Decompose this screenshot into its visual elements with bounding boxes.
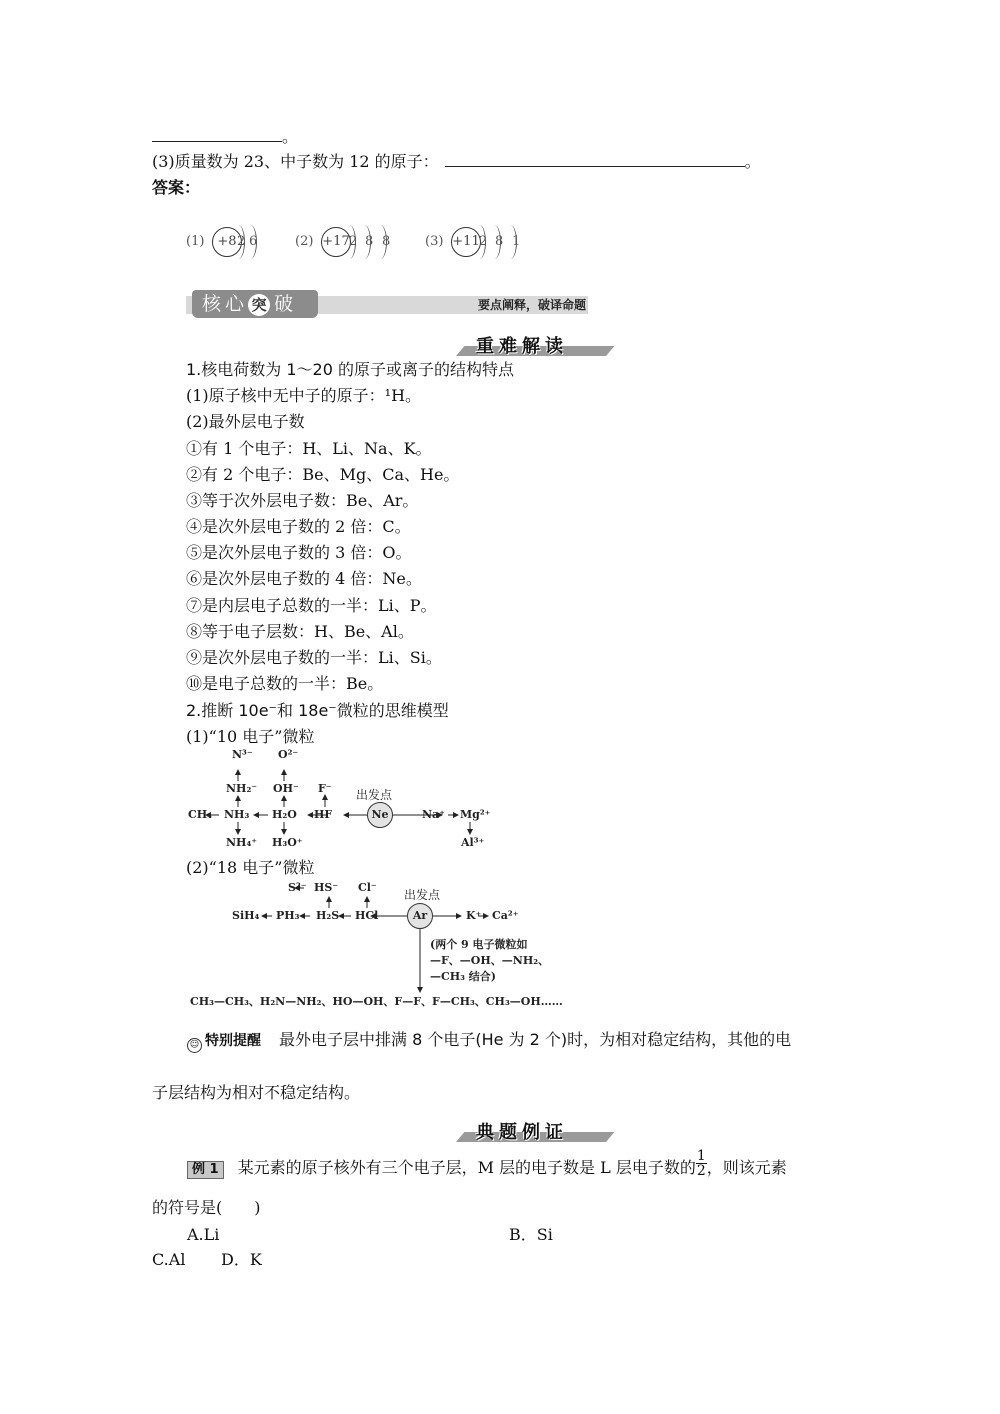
diagram-arrows <box>186 880 606 1010</box>
shell-count: 6 <box>249 234 258 249</box>
point-2: (2)最外层电子数 <box>186 412 305 431</box>
list-item: ⑨是次外层电子数的一半：Li、Si。 <box>186 648 442 667</box>
atom-diagram-3 <box>425 225 545 261</box>
molecule-label: NH₃ <box>224 808 250 821</box>
question-3 <box>152 152 761 172</box>
ion-label: OH⁻ <box>273 782 299 795</box>
molecule-label: SiH₄ <box>232 909 260 922</box>
list-item: ⑤是次外层电子数的 3 倍：O。 <box>186 543 412 562</box>
period: 。 <box>744 152 761 171</box>
ion-label: Ca²⁺ <box>492 909 519 922</box>
fraction-numerator: 1 <box>696 1148 706 1164</box>
question-text: 某元素的原子核外有三个电子层，M 层的电子数是 L 层电子数的 <box>237 1158 696 1177</box>
diagram-10-electron <box>186 750 506 850</box>
list-item: ③等于次外层电子数：Be、Ar。 <box>186 491 419 510</box>
option-a[interactable]: A.Li <box>187 1225 220 1244</box>
ion-label: Al³⁺ <box>461 836 485 849</box>
subsection-heading-text: 典题例证 <box>476 1122 568 1143</box>
molecule-label: HCl <box>355 909 379 922</box>
start-point-label: 出发点 <box>356 788 393 802</box>
diagram-18-electron <box>186 880 606 1010</box>
section1-title: 1.核电荷数为 1～20 的原子或离子的结构特点 <box>186 360 514 379</box>
start-point-label: 出发点 <box>404 888 441 902</box>
banner-title-circle: 突 <box>248 294 270 316</box>
list-item: ④是次外层电子数的 2 倍：C。 <box>186 517 411 536</box>
shell-count: 8 <box>365 234 374 249</box>
ion-label: NH₂⁻ <box>226 782 258 795</box>
nucleus: +17 <box>321 227 351 257</box>
center-atom: Ne <box>367 802 393 828</box>
note-line: —CH₃ 结合) <box>430 970 496 983</box>
tip-line-2: 子层结构为相对不稳定结构。 <box>152 1083 361 1102</box>
ion-label: O²⁻ <box>278 748 299 761</box>
atom-label: (2) <box>295 234 314 249</box>
ion-label: Na⁺ <box>422 808 445 821</box>
ion-label: H₃O⁺ <box>272 836 303 849</box>
atom-label: (3) <box>425 234 444 249</box>
molecule-label: PH₃ <box>276 909 300 922</box>
center-atom: Ar <box>407 903 433 929</box>
ion-label: HS⁻ <box>314 881 339 894</box>
tip-text: 最外电子层中排满 8 个电子(He 为 2 个)时，为相对稳定结构，其他的电 <box>279 1030 792 1049</box>
option-c[interactable]: C.Al <box>152 1250 186 1269</box>
answer-label: 答案： <box>152 178 201 197</box>
atom-diagram-1 <box>186 225 286 261</box>
tip-label: 特别提醒 <box>205 1033 261 1049</box>
example-question <box>187 1148 787 1179</box>
shell-count: 2 <box>479 234 488 249</box>
answer-blank[interactable] <box>152 127 282 142</box>
diagram-arrows <box>186 750 506 850</box>
molecule-label: CH₄ <box>188 808 212 821</box>
fraction-denominator: 2 <box>696 1163 706 1179</box>
list-item: ②有 2 个电子：Be、Mg、Ca、He。 <box>186 465 460 484</box>
example-badge: 例 1 <box>187 1161 224 1179</box>
blank-line-prev <box>152 127 298 147</box>
atom-label: (1) <box>186 234 205 249</box>
shell-count: 8 <box>495 234 504 249</box>
bottom-examples: CH₃—CH₃、H₂N—NH₂、HO—OH、F—F、F—CH₃、CH₃—OH…… <box>190 995 563 1008</box>
ion-label: Mg²⁺ <box>460 808 491 821</box>
nucleus: +11 <box>451 227 481 257</box>
banner-subtitle: 要点阐释，破译命题 <box>477 298 586 312</box>
question-3-label: (3)质量数为 23、中子数为 12 的原子： <box>152 152 439 171</box>
ion-label: NH₄⁺ <box>226 836 258 849</box>
subsection-heading-key-points <box>448 332 598 356</box>
section-banner-title <box>192 290 318 318</box>
note-line: —F、—OH、—NH₂、 <box>430 954 550 967</box>
option-b[interactable]: B．Si <box>509 1225 553 1244</box>
list-item: ⑦是内层电子总数的一半：Li、P。 <box>186 596 437 615</box>
list-item: ⑩是电子总数的一半：Be。 <box>186 674 384 693</box>
period: 。 <box>282 127 299 146</box>
point-1: (1)原子核中无中子的原子：¹H。 <box>186 386 422 405</box>
subsection-heading-text: 重难解读 <box>476 336 568 357</box>
sub-18-electron: (2)“18 电子”微粒 <box>186 858 315 877</box>
list-item: ⑥是次外层电子数的 4 倍：Ne。 <box>186 569 422 588</box>
shell-count: 2 <box>237 234 246 249</box>
shell-count: 8 <box>382 234 391 249</box>
ion-label: N³⁻ <box>232 748 253 761</box>
section1-title-2: 2.推断 10e⁻和 18e⁻微粒的思维模型 <box>186 701 449 720</box>
answer-blank-3[interactable] <box>445 152 745 167</box>
list-item: ⑧等于电子层数：H、Be、Al。 <box>186 622 414 641</box>
banner-title-suffix: 破 <box>274 293 298 315</box>
sub-10-electron: (1)“10 电子”微粒 <box>186 727 315 746</box>
ion-label: K⁺ <box>466 909 482 922</box>
question-line-2: 的符号是( ) <box>152 1198 261 1217</box>
molecule-label: HF <box>314 808 333 821</box>
molecule-label: H₂S <box>316 909 340 922</box>
ion-label: Cl⁻ <box>358 881 377 894</box>
question-text: ，则该元素 <box>706 1158 787 1177</box>
note-line: (两个 9 电子微粒如 <box>430 938 528 951</box>
fraction <box>696 1149 707 1178</box>
shell-count: 1 <box>512 234 521 249</box>
list-item: ①有 1 个电子：H、Li、Na、K。 <box>186 439 432 458</box>
ion-label: F⁻ <box>318 782 332 795</box>
subsection-heading-examples <box>448 1118 598 1142</box>
smiley-icon: ☺ <box>187 1038 202 1053</box>
shell-count: 2 <box>349 234 358 249</box>
ion-label: S²⁻ <box>288 881 307 894</box>
tip-line-1 <box>187 1030 791 1053</box>
molecule-label: H₂O <box>272 808 297 821</box>
atom-diagram-2 <box>295 225 415 261</box>
banner-title-prefix: 核心 <box>202 293 249 315</box>
nucleus: +8 <box>212 227 242 257</box>
option-d[interactable]: D．K <box>221 1250 262 1269</box>
